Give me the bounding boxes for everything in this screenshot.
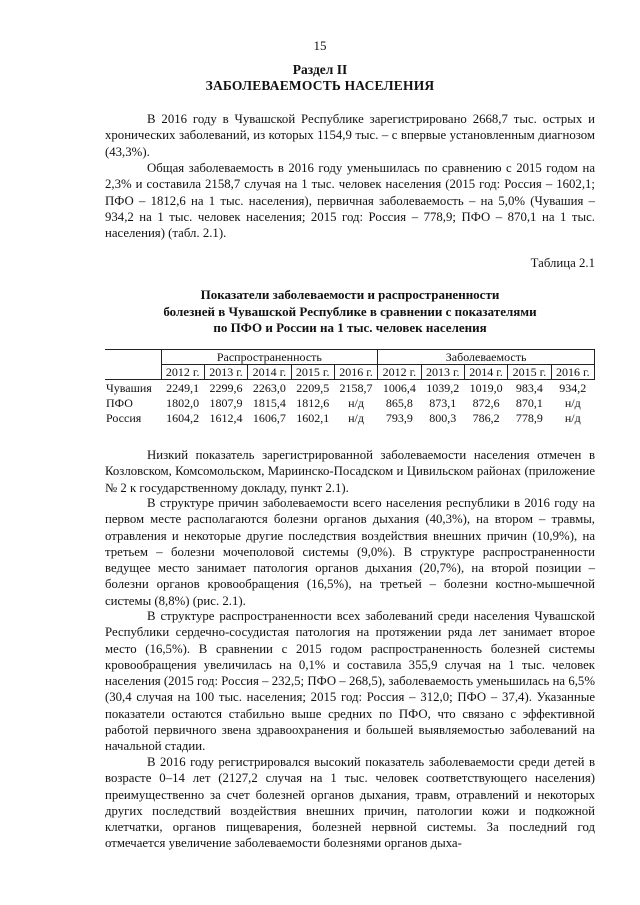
table-title-line: Показатели заболеваемости и распространенности <box>200 287 500 302</box>
section-title: ЗАБОЛЕВАЕМОСТЬ НАСЕЛЕНИЯ <box>205 78 435 93</box>
table-title-line: болезней в Чувашской Республике в сравнении с показателями <box>163 303 537 319</box>
table-cell: 872,6 <box>472 395 500 410</box>
table-row <box>105 410 595 425</box>
year-header: 2013 г. <box>421 365 464 380</box>
table-cell: н/д <box>348 395 364 410</box>
table-cell: 1612,4 <box>209 410 243 425</box>
table-corner-cell <box>105 350 161 380</box>
table-cell: 1006,4 <box>382 380 416 395</box>
table-title <box>105 287 595 337</box>
row-region: Чувашия <box>106 380 152 395</box>
year-header: 2016 г. <box>334 365 377 380</box>
year-header: 2012 г. <box>161 365 204 380</box>
table-cell: 800,3 <box>429 410 457 425</box>
year-header: 2015 г. <box>291 365 334 380</box>
table-label: Таблица 2.1 <box>530 256 595 270</box>
header-prevalence: Распространенность <box>161 350 378 365</box>
year-header: 2013 г. <box>204 365 247 380</box>
table-title-line: по ПФО и России на 1 тыс. человек населения <box>213 320 487 335</box>
year-header: 2012 г. <box>378 365 421 380</box>
table-cell: 1802,0 <box>166 395 200 410</box>
table-cell: н/д <box>564 395 581 410</box>
paragraph-total-diseases: В 2016 году в Чувашской Республике зарегистрировано 2668,7 тыс. острых и хронических заболеваний, из которых 1154,9 тыс. – с впервые установленным диагнозом (43,3%). <box>105 112 595 159</box>
table-row <box>105 380 595 396</box>
paragraph-cardiovascular: В структуре распространенности всех заболеваний среди населения Чувашской Республики сердечно-сосудистая патология на протяжении ряда лет занимает второе место (16,5%). В сравнении с 2015 годом распространенность болезней системы кровообращения увеличилась на 0,1% и составила 355,9 случая на 1 тыс. человек населения (2015 год: Россия – 232,5; ПФО – 268,5), заболеваемость уменьшилась на 6,5% (30,4 случая на 100 тыс. населения; 2015 год: Россия – 312,0; ПФО – 37,4). Указанные показатели остаются стабильно выше средних по ПФО, что связано с эффективной работой первичного звена здравоохранения и большей выявляемостью заболеваний на начальной стадии. <box>105 609 595 754</box>
year-header: 2014 г. <box>248 365 291 380</box>
table-cell: 983,4 <box>515 380 543 395</box>
table-cell: 873,1 <box>429 395 457 410</box>
header-morbidity: Заболеваемость <box>378 350 595 365</box>
table-cell: 778,9 <box>515 410 543 425</box>
table-cell: н/д <box>564 410 581 425</box>
page-number: 15 <box>313 38 327 53</box>
table-cell: 1807,9 <box>209 395 243 410</box>
table-row <box>105 395 595 410</box>
paragraph-low-morbidity-districts: Низкий показатель зарегистрированной заболеваемости населения отмечен в Козловском, Комсомольском, Мариинско-Посадском и Цивильском районах (приложение № 2 к государственному докладу, пункт 2.1). <box>105 448 595 495</box>
year-header: 2015 г. <box>508 365 551 380</box>
table-cell: 2263,0 <box>252 380 286 395</box>
paragraph-morbidity-structure: В структуре причин заболеваемости всего населения республики в 2016 году на первом месте располагаются болезни органов дыхания (40,3%), на втором – травмы, отравления и некоторые другие последствия воздействия внешних причин (10,9%), на третьем – болезни мочеполовой системы (9,0%). В структуре распространенности ведущее место занимает патология органов дыхания (20,7%), на второй позиции – болезни органов кровообращения (16,5%), на третьей – болезни костно-мышечной системы (8,8%) (рис. 2.1). <box>105 496 595 608</box>
row-region: ПФО <box>106 395 133 410</box>
table-cell: 934,2 <box>559 380 587 395</box>
row-region: Россия <box>106 410 142 425</box>
table-cell: 865,8 <box>385 395 413 410</box>
year-header: 2014 г. <box>464 365 507 380</box>
table-cell: 2299,6 <box>209 380 243 395</box>
table-cell: 793,9 <box>385 410 413 425</box>
section-label: Раздел II <box>292 62 348 77</box>
morbidity-table <box>105 349 595 425</box>
table-cell: 2209,5 <box>296 380 330 395</box>
table-cell: 1606,7 <box>252 410 286 425</box>
table-cell: н/д <box>348 410 364 425</box>
table-cell: 1815,4 <box>252 395 286 410</box>
table-cell: 870,1 <box>515 395 543 410</box>
table-cell: 1812,6 <box>296 395 330 410</box>
table-cell: 2249,1 <box>166 380 200 395</box>
table-cell: 1604,2 <box>166 410 200 425</box>
table-cell: 1039,2 <box>426 380 460 395</box>
table-cell: 1602,1 <box>296 410 330 425</box>
paragraph-children-morbidity: В 2016 году регистрировался высокий показатель заболеваемости среди детей в возрасте 0–14 лет (2127,2 случая на 1 тыс. человек соответствующего населения) преимущественно за счет болезней органов дыхания, травм, отравлений и некоторых других последствий воздействия внешних причин, патологии кожи и подкожной клетчатки, органов пищеварения, болезней нервной системы. За последний год отмечается увеличение заболеваемости болезнями органов дыха- <box>105 755 595 851</box>
table-cell: 2158,7 <box>339 380 373 395</box>
paragraph-general-morbidity: Общая заболеваемость в 2016 году уменьшилась по сравнению с 2015 годом на 2,3% и составила 2158,7 случая на 1 тыс. человек населения (2015 год: Россия – 1602,1; ПФО – 1812,6 на 1 тыс. населения), первичная заболеваемость – на 5,0% (Чувашия – 934,2 на 1 тыс. человек населения; 2015 год: Россия – 778,9; ПФО – 870,1 на 1 тыс. населения) (табл. 2.1). <box>105 161 595 241</box>
table-cell: 1019,0 <box>469 380 503 395</box>
year-header: 2016 г. <box>551 365 594 380</box>
table-cell: 786,2 <box>472 410 500 425</box>
